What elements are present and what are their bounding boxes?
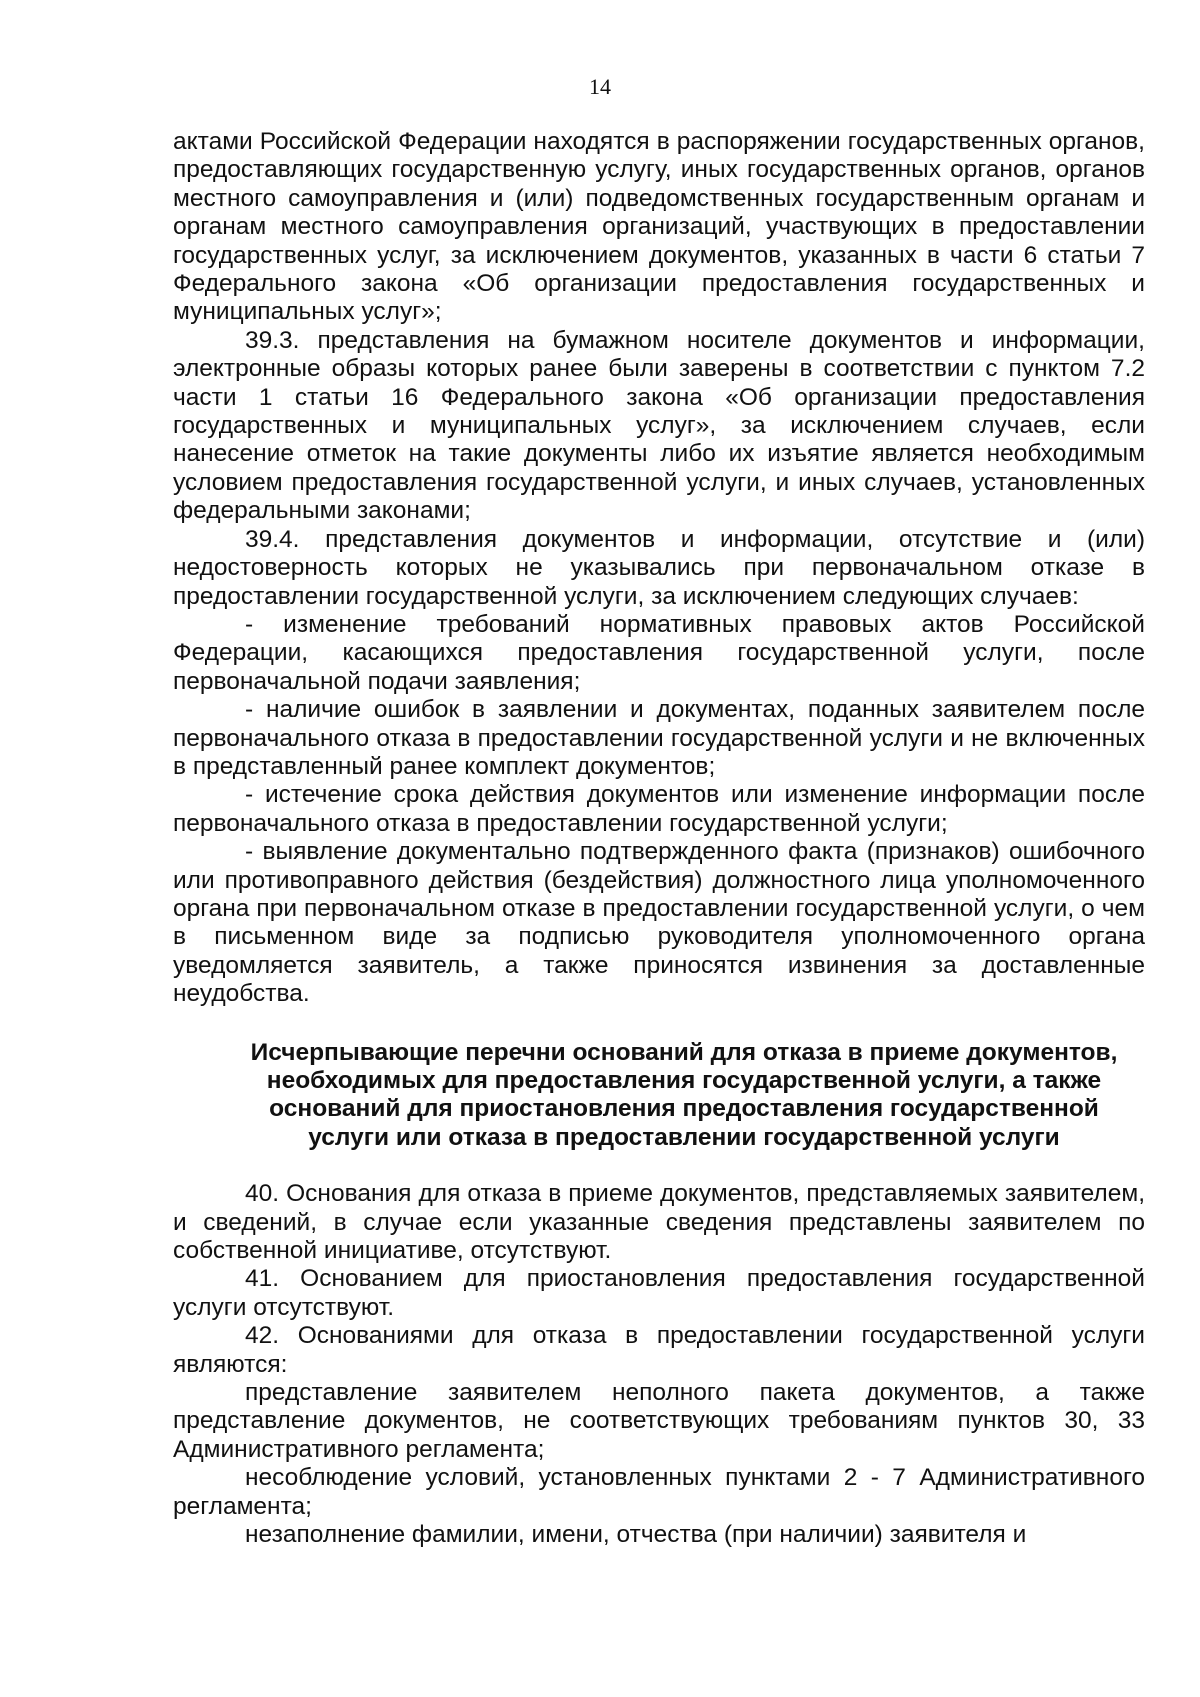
list-item-name-missing: незаполнение фамилии, имени, отчества (при наличии) заявителя и (245, 1521, 1027, 1549)
document-body (173, 128, 1145, 1550)
list-item-errors: - наличие ошибок в заявлении и документах, поданных заявителем после первоначального отказа в предоставлении государственной услуги и не включенных в представленный ранее комплект документов; (173, 696, 1145, 780)
paragraph-continuation: актами Российской Федерации находятся в распоряжении государственных органов, предоставляющих государственную услугу, иных государственных органов, органов местного самоуправления и (или) подведомственных государственным органам и органам местного самоуправления организаций, участвующих в предоставлении государственных услуг, за исключением документов, указанных в части 6 статьи 7 Федерального закона «Об организации предоставления государственных и муниципальных услуг»; (173, 128, 1145, 326)
list-item-expiry: - истечение срока действия документов или изменение информации после первоначального отказа в предоставлении государственной услуги; (173, 781, 1145, 837)
list-item-incomplete-package: представление заявителем неполного пакета документов, а также представление документов, не соответствующих требованиям пунктов 30, 33 Административного регламента; (173, 1379, 1145, 1463)
list-item-conditions: несоблюдение условий, установленных пунктами 2 - 7 Административного регламента; (173, 1464, 1145, 1520)
paragraph-42: 42. Основаниями для отказа в предоставлении государственной услуги являются: (173, 1322, 1145, 1378)
paragraph-39-3: 39.3. представления на бумажном носителе документов и информации, электронные образы которых ранее были заверены в соответствии с пунктом 7.2 части 1 статьи 16 Федерального закона «Об организации предоставления государственных и муниципальных услуг», за исключением случаев, если нанесение отметок на такие документы либо их изъятие является необходимым условием предоставления государственной услуги, и иных случаев, установленных федеральными законами; (173, 326, 1145, 525)
section-heading: Исчерпывающие перечни оснований для отказа в приеме документов, необходимых для предоставления государственной услуги, а также оснований для приостановления предоставления государственной услуги или отказа в предоставлении государственной услуги (250, 1038, 1118, 1151)
paragraph-41: 41. Основанием для приостановления предоставления государственной услуги отсутствуют. (173, 1265, 1145, 1321)
page-number: 14 (589, 74, 611, 99)
list-item-misconduct: - выявление документально подтвержденного факта (признаков) ошибочного или противоправного действия (бездействия) должностного лица уполномоченного органа при первоначальном отказе в предоставлении государственной услуги, о чем в письменном виде за подписью руководителя уполномоченного органа уведомляется заявитель, а также приносятся извинения за доставленные неудобства. (173, 838, 1145, 1008)
paragraph-40: 40. Основания для отказа в приеме документов, представляемых заявителем, и сведений, в случае если указанные сведения представлены заявителем по собственной инициативе, отсутствуют. (173, 1180, 1145, 1265)
paragraph-39-4: 39.4. представления документов и информации, отсутствие и (или) недостоверность которых не указывались при первоначальном отказе в предоставлении государственной услуги, за исключением следующих случаев: (173, 525, 1145, 610)
list-item-requirements-change: - изменение требований нормативных правовых актов Российской Федерации, касающихся предоставления государственной услуги, после первоначальной подачи заявления; (173, 610, 1145, 695)
